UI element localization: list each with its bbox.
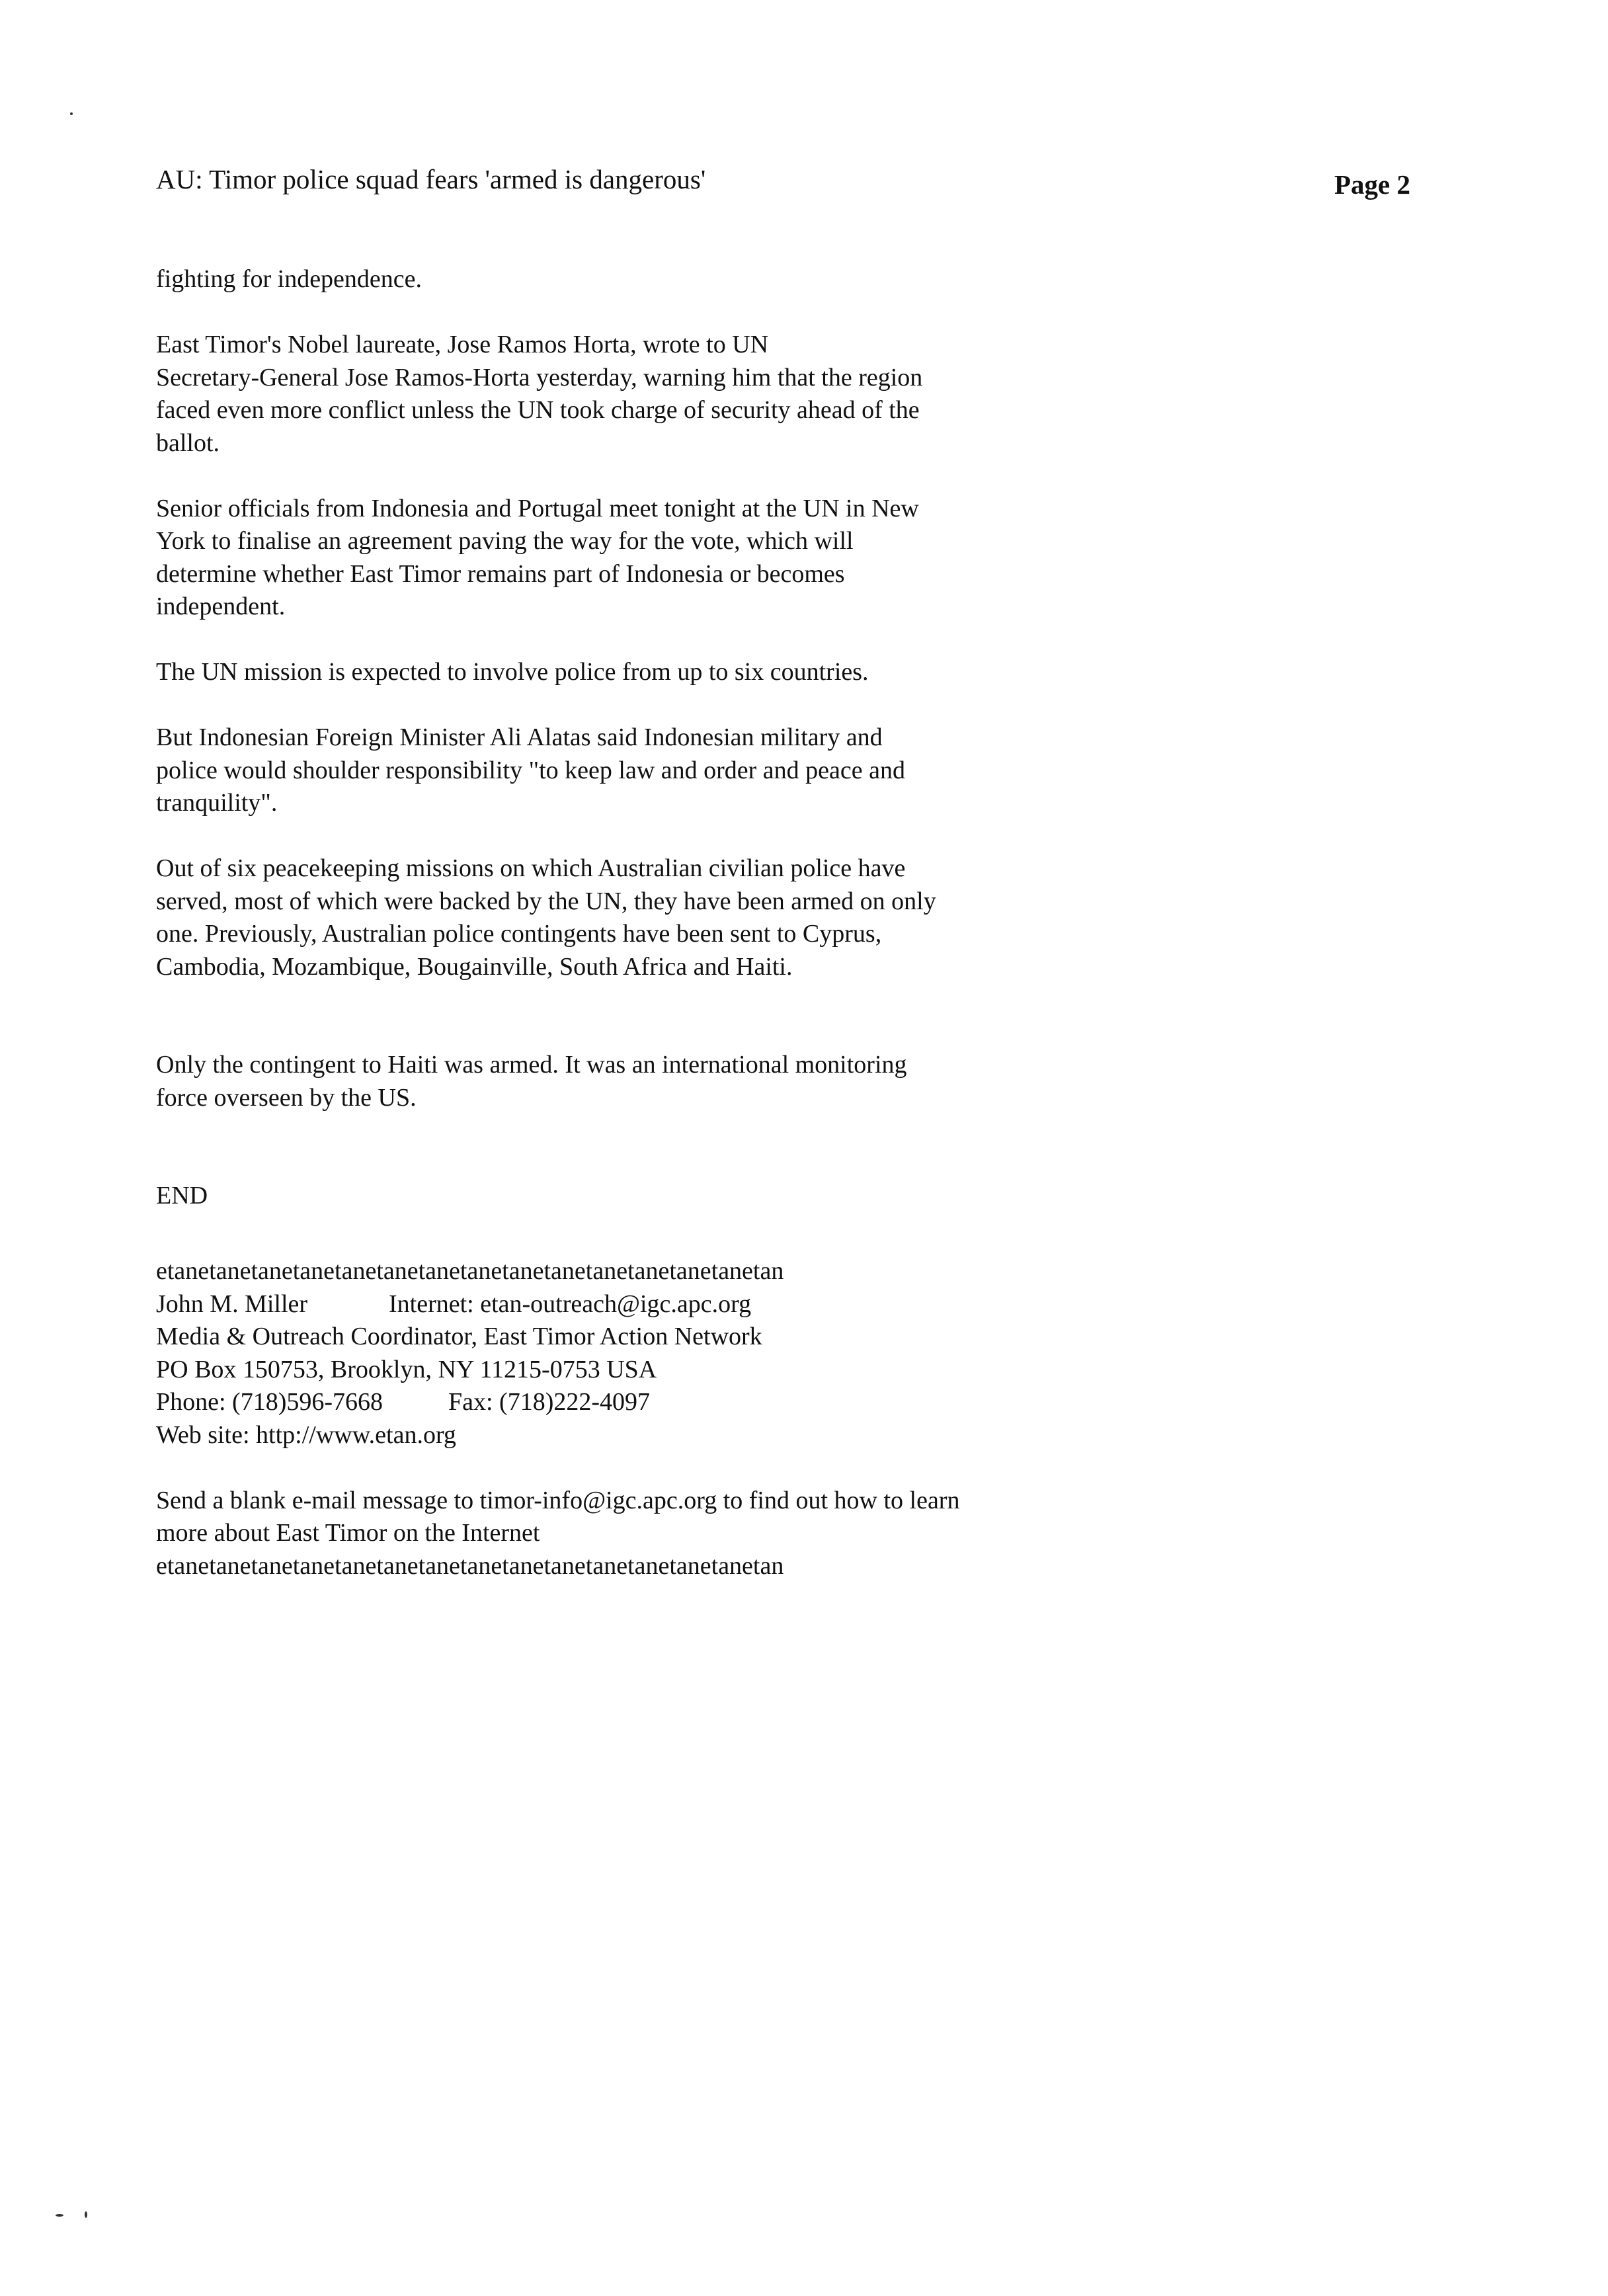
text-line: determine whether East Timor remains part of Indonesia or becomes — [156, 559, 845, 588]
text-line: Only the contingent to Haiti was armed. It was an international monitoring — [156, 1051, 907, 1079]
text-line: York to finalise an agreement paving the way for the vote, which will — [156, 527, 854, 555]
text-line: one. Previously, Australian police contingents have been sent to Cyprus, — [156, 920, 882, 948]
text-line: force overseen by the US. — [156, 1083, 417, 1112]
text-line: The UN mission is expected to involve police from up to six countries. — [156, 658, 869, 686]
paragraph — [156, 852, 1267, 983]
text-line: ballot. — [156, 429, 220, 457]
text-line: police would shoulder responsibility "to keep law and order and peace and — [156, 756, 906, 784]
paragraph — [156, 493, 1267, 624]
article-body — [156, 263, 1267, 1245]
paragraph — [156, 263, 1267, 296]
paragraph — [156, 721, 1267, 820]
signature-contact-line — [156, 1386, 959, 1419]
scan-speck — [85, 2211, 87, 2218]
signature-separator: etanetanetanetanetanetanetanetanetanetanetanetanetanetanetan — [156, 1257, 784, 1285]
text-line: more about East Timor on the Internet — [156, 1519, 540, 1547]
text-line: Secretary-General Jose Ramos-Horta yesterday, warning him that the region — [156, 363, 923, 391]
signature-address: PO Box 150753, Brooklyn, NY 11215-0753 USA — [156, 1355, 657, 1383]
text-line: But Indonesian Foreign Minister Ali Alatas said Indonesian military and — [156, 723, 883, 751]
signature-notice — [156, 1485, 959, 1583]
signature-phone: Phone: (718)596-7668 — [156, 1388, 383, 1416]
paragraph — [156, 1049, 1267, 1114]
text-line: fighting for independence. — [156, 265, 422, 293]
text-line: faced even more conflict unless the UN took charge of security ahead of the — [156, 396, 920, 424]
scan-speck — [70, 112, 73, 115]
signature-separator: etanetanetanetanetanetanetanetanetanetanetanetanetanetanetan — [156, 1551, 784, 1580]
signature-fax: Fax: (718)222-4097 — [448, 1388, 651, 1416]
text-line: independent. — [156, 593, 286, 620]
end-marker — [156, 1180, 1267, 1213]
signature-email: Internet: etan-outreach@igc.apc.org — [389, 1290, 752, 1318]
page-header-title: AU: Timor police squad fears 'armed is dangerous' — [156, 164, 706, 194]
text-line: Out of six peacekeeping missions on which Australian civilian police have — [156, 854, 906, 882]
scan-speck — [56, 2214, 63, 2217]
signature-role: Media & Outreach Coordinator, East Timor Action Network — [156, 1323, 762, 1350]
signature-name: John M. Miller — [156, 1290, 308, 1318]
text-line: East Timor's Nobel laureate, Jose Ramos Horta, wrote to UN — [156, 331, 769, 358]
text-line: tranquility". — [156, 789, 278, 817]
signature-name-line — [156, 1288, 959, 1321]
paragraph — [156, 329, 1267, 460]
paragraph — [156, 656, 1267, 689]
text-line: Send a blank e-mail message to timor-info@igc.apc.org to find out how to learn — [156, 1486, 960, 1514]
signature-block — [156, 1255, 959, 1582]
text-line: Senior officials from Indonesia and Portugal meet tonight at the UN in New — [156, 494, 919, 522]
text-line: END — [156, 1182, 208, 1210]
signature-website: Web site: http://www.etan.org — [156, 1420, 456, 1449]
page-number: Page 2 — [1334, 169, 1410, 200]
text-line: Cambodia, Mozambique, Bougainville, South Africa and Haiti. — [156, 952, 793, 981]
text-line: served, most of which were backed by the UN, they have been armed on only — [156, 887, 936, 915]
